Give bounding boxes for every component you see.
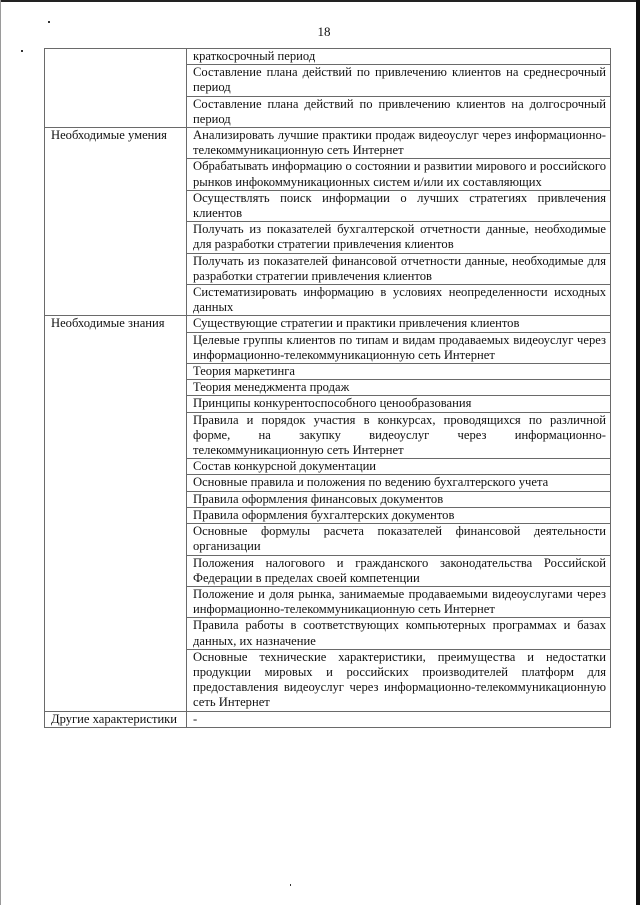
- requirement-item: Существующие стратегии и практики привлечения клиентов: [187, 316, 611, 332]
- scan-speck: [21, 50, 23, 52]
- requirement-item: Основные формулы расчета показателей финансовой деятельности организации: [187, 524, 611, 555]
- requirement-item: Правила оформления финансовых документов: [187, 491, 611, 507]
- scan-edge-left: [0, 0, 1, 905]
- requirement-item: Положение и доля рынка, занимаемые продаваемыми видеоуслугами через информационно-телекоммуникационную сеть Интернет: [187, 586, 611, 617]
- requirement-item: Основные технические характеристики, преимущества и недостатки продукции мировых и российских производителей платформ для предоставления видеоуслуг через информационно-телекоммуникационную сеть Интернет: [187, 649, 611, 711]
- requirement-item: Положения налогового и гражданского законодательства Российской Федерации в пределах своей компетенции: [187, 555, 611, 586]
- scan-speck: [48, 21, 50, 23]
- requirement-item: Составление плана действий по привлечению клиентов на долгосрочный период: [187, 96, 611, 127]
- page-number: 18: [317, 24, 331, 39]
- requirement-item: Анализировать лучшие практики продаж видеоуслуг через информационно-телекоммуникационную сеть Интернет: [187, 128, 611, 159]
- requirement-item: Правила оформления бухгалтерских документов: [187, 507, 611, 523]
- requirement-item: Систематизировать информацию в условиях неопределенности исходных данных: [187, 285, 611, 316]
- scan-edge-right: [636, 0, 640, 905]
- section-label: Необходимые умения: [45, 128, 187, 316]
- table-row: [45, 316, 611, 332]
- requirement-item: Теория менеджмента продаж: [187, 380, 611, 396]
- requirement-item: Принципы конкурентоспособного ценообразования: [187, 396, 611, 412]
- requirement-item: Правила работы в соответствующих компьютерных программах и базах данных, их назначение: [187, 618, 611, 649]
- requirement-item: краткосрочный период: [187, 49, 611, 65]
- qualification-table: [44, 48, 611, 728]
- requirement-item: Получать из показателей финансовой отчетности данные, необходимые для разработки стратегии привлечения клиентов: [187, 253, 611, 284]
- table-body: [45, 49, 611, 728]
- scan-speck: [290, 884, 291, 886]
- requirement-item: Получать из показателей бухгалтерской отчетности данные, необходимые для разработки стратегии привлечения клиентов: [187, 222, 611, 253]
- requirement-item: Правила и порядок участия в конкурсах, проводящихся по различной форме, на закупку видеоуслуг через информационно-телекоммуникационную сеть Интернет: [187, 412, 611, 459]
- requirement-item: Осуществлять поиск информации о лучших стратегиях привлечения клиентов: [187, 190, 611, 221]
- requirement-item: Составление плана действий по привлечению клиентов на среднесрочный период: [187, 65, 611, 96]
- section-label: Необходимые знания: [45, 316, 187, 711]
- requirement-item: Теория маркетинга: [187, 364, 611, 380]
- requirement-item: Основные правила и положения по ведению бухгалтерского учета: [187, 475, 611, 491]
- table-row: [45, 49, 611, 65]
- requirement-item: -: [187, 711, 611, 727]
- section-label: Другие характеристики: [45, 711, 187, 727]
- table-row: [45, 128, 611, 159]
- table-row: [45, 711, 611, 727]
- section-label: [45, 49, 187, 128]
- scan-edge-top: [0, 0, 640, 2]
- requirement-item: Обрабатывать информацию о состоянии и развитии мирового и российского рынков инфокоммуникационных систем и/или их составляющих: [187, 159, 611, 190]
- requirement-item: Целевые группы клиентов по типам и видам продаваемых видеоуслуг через информационно-телекоммуникационную сеть Интернет: [187, 332, 611, 363]
- requirement-item: Состав конкурсной документации: [187, 459, 611, 475]
